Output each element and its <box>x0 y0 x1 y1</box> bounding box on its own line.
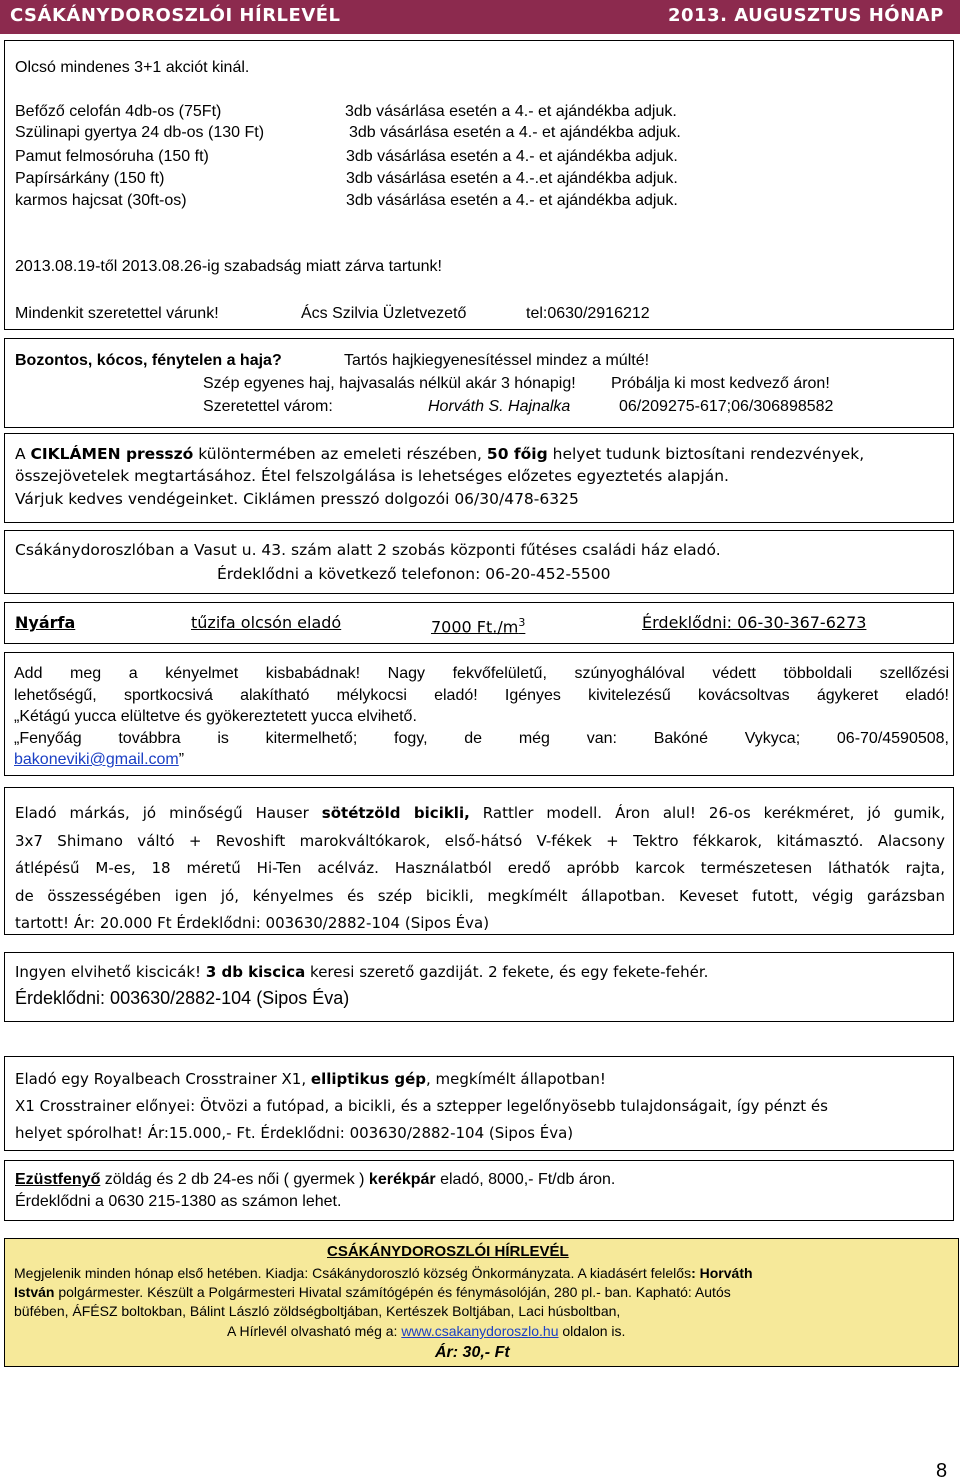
hair-line-2a: Szép egyenes haj, hajvasalás nélkül akár 3 hónapig! <box>203 375 576 392</box>
item-name: Befőző celofán 4db-os (75Ft) <box>15 103 222 120</box>
kittens-contact: Érdeklődni: 003630/2882-104 (Sipos Éva) <box>15 988 350 1008</box>
welcome-text: Mindenkit szeretettel várunk! <box>15 305 219 322</box>
item-offer: 3db vásárlása esetén a 4.- et ajándékba adjuk. <box>346 148 678 165</box>
crosstrainer-box <box>4 1056 954 1151</box>
website-link[interactable]: www.csakanydoroszlo.hu <box>401 1323 559 1339</box>
hair-question: Bozontos, kócos, fénytelen a haja? <box>15 352 282 369</box>
firewood-price: 7000 $Ft./m^3$ <box>431 616 526 637</box>
newsletter-price: Ár: 30,- Ft <box>435 1344 510 1361</box>
bicycle-text: Eladó márkás, jó minőségű Hauser sötétzöld bicikli, Rattler modell. Áron alul! 26-os kerékméret, jó gumik, 3x7 Shimano váltó + Revoshift marokváltókarok, első-hátsó V-fékek + Tektro fékkarok, kitámasztó. Alacsony átlépésű M-es, 18 méretű Hi-Ten acélváz. Használatból eredő apróbb karcok természetesen láthatók rajta, de összességében igen jó, kényelmes és szép bicikli, megkímélt állapotban. Keveset futott, végig garázsban tartott! Ár: 20.000 Ft Érdeklődni: 003630/2882-104 (Sipos Éva) <box>15 804 945 932</box>
hairdresser-box <box>4 338 954 428</box>
shop-phone: tel:0630/2916212 <box>526 305 650 322</box>
stroller-box <box>4 652 954 776</box>
item-name: Szülinapi gyertya 24 db-os (130 Ft) <box>15 124 265 141</box>
house-line-1: Csákánydoroszlóban a Vasut u. 43. szám alatt 2 szobás központi fűtéses családi ház eladó. <box>15 541 721 559</box>
item-name: karmos hajcsat (30ft-os) <box>15 192 187 209</box>
item-offer: 3db vásárlása esetén a 4.- et ajándékba adjuk. <box>349 124 681 141</box>
email-link[interactable]: bakoneviki@gmail.com <box>14 751 179 768</box>
closure-notice: 2013.08.19-től 2013.08.26-ig szabadság miatt zárva tartunk! <box>15 258 442 275</box>
item-name: Pamut felmosóruha (150 ft) <box>15 148 209 165</box>
house-line-2: Érdeklődni a következő telefonon: 06-20-452-5500 <box>217 565 611 583</box>
item-offer: 3db vásárlása esetén a 4.-.et ajándékba adjuk. <box>346 170 678 187</box>
footer-line-3: büfében, ÁFÉSZ boltokban, Bálint László zöldségboltjában, Kertészek Boltjában, Laci húsboltban, <box>14 1303 621 1319</box>
hair-line-1: Tartós hajkiegyenesítéssel mindez a múlté! <box>344 352 650 369</box>
newsletter-footer <box>4 1238 959 1367</box>
ciklamen-box <box>4 433 954 523</box>
item-offer: 3db vásárlása esetén a 4.- et ajándékba adjuk. <box>346 192 678 209</box>
firewood-box <box>4 602 954 644</box>
page-header <box>0 0 960 34</box>
newsletter-title: CSÁKÁNYDOROSZLÓI HÍRLEVÉL <box>10 5 341 26</box>
page-number: 8 <box>936 1460 948 1482</box>
firewood-desc: tűzifa olcsón eladó <box>191 613 342 632</box>
offer-intro: Olcsó mindenes 3+1 akciót kinál. <box>15 59 250 76</box>
hairdresser-phone: 06/209275-617;06/306898582 <box>619 398 834 415</box>
ciklamen-line-1: A CIKLÁMEN presszó különtermében az emeleti részében, 50 főig helyet tudunk biztosítani rendezvények, <box>15 445 865 463</box>
footer-line-2: István polgármester. Készült a Polgármesteri Hivatal számítógépén és fénymásolóján, 280 pl.- ban. Kapható: Autós <box>14 1284 731 1300</box>
bike-sale-box <box>4 1160 954 1221</box>
footer-line-1: Megjelenik minden hónap első hetében. Kiadja: Csákánydoroszló község Önkormányzata. A kiadásért felelős: Horváth <box>14 1265 753 1281</box>
stroller-text: Add meg a kényelmet kisbabádnak! Nagy fekvőfelületű, szúnyoghálóval védett többoldali szellőzési lehetőségű, sportkocsivá alakítható mélykocsi eladó! Igényes kivitelezésű kovácsoltvas ágykeret eladó! „Kétágú yucca elültetve és gyökereztetett yucca elvihető. „Fenyőág továbbra is kitermelhető; fogy, de még van: Bakóné Vykyca; 06-70/4590508, bakoneviki@gmail.com” <box>14 665 949 768</box>
footer-title: CSÁKÁNYDOROSZLÓI HÍRLEVÉL <box>327 1243 569 1260</box>
kittens-box <box>4 952 954 1022</box>
hair-line-2b: Próbálja ki most kedvező áron! <box>611 375 830 392</box>
ciklamen-line-2: összejövetelek megtartásához. Étel felszolgálása is lehetséges előzetes egyeztetés alapján. <box>15 467 729 485</box>
manager-name: Ács Szilvia Üzletvezető <box>301 305 467 322</box>
house-sale-box <box>4 530 954 594</box>
item-offer: 3db vásárlása esetén a 4.- et ajándékba adjuk. <box>345 103 677 120</box>
bike-sale-line-1: Ezüstfenyő zöldág és 2 db 24-es női ( gyermek ) kerékpár eladó, 8000,- Ft/db áron. <box>15 1171 616 1188</box>
bicycle-box <box>4 787 954 935</box>
hair-contact-label: Szeretettel várom: <box>203 398 333 415</box>
bike-sale-line-2: Érdeklődni a 0630 215-1380 as számon lehet. <box>15 1193 342 1210</box>
firewood-title: Nyárfa <box>15 613 76 632</box>
item-name: Papírsárkány (150 ft) <box>15 170 165 187</box>
issue-date: 2013. AUGUSZTUS HÓNAP <box>668 5 944 26</box>
footer-line-4: A Hírlevél olvasható még a: www.csakanydoroszlo.hu oldalon is. <box>227 1323 626 1339</box>
crosstrainer-text: Eladó egy Royalbeach Crosstrainer X1, elliptikus gép, megkímélt állapotban! X1 Crosstrainer előnyei: Ötvözi a futópad, a bicikli, és a sztepper legelőnyösebb tulajdonságait, így pénzt és helyet spórolhat! Ár:15.000,- Ft. Érdeklődni: 003630/2882-104 (Sipos Éva) <box>15 1070 828 1142</box>
kittens-line-1: Ingyen elvihető kiscicák! 3 db kiscica keresi szerető gazdiját. 2 fekete, és egy fekete-fehér. <box>15 963 709 981</box>
firewood-contact: Érdeklődni: 06-30-367-6273 <box>642 613 867 632</box>
ciklamen-line-3: Várjuk kedves vendégeinket. Ciklámen presszó dolgozói 06/30/478-6325 <box>15 490 579 508</box>
shop-offer-box <box>4 40 954 330</box>
hairdresser-name: Horváth S. Hajnalka <box>428 398 571 415</box>
